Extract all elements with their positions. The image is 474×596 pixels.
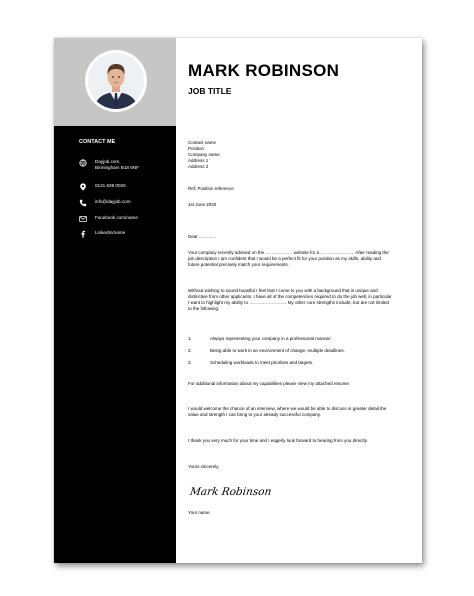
- recipient-address-1: Address 1: [188, 158, 209, 163]
- contact-email: info@dayjob.com: [95, 199, 131, 204]
- contact-phone-number: 0121 638 0026: [95, 183, 126, 188]
- profile-photo-frame: [85, 50, 147, 112]
- contact-website-line2: Birmingham B18 6NF: [95, 165, 139, 170]
- profile-photo: [88, 53, 144, 109]
- list-text: Scheduling workloads to meet priorities and targets.: [210, 360, 314, 365]
- contact-website-line1: Dayjob.com,: [95, 159, 121, 164]
- list-text: Always representing your company in a professional manner.: [210, 336, 332, 341]
- sidebar-photo-panel: [54, 38, 176, 126]
- salutation: Dear ………..: [188, 234, 216, 239]
- paragraph-strengths: Without wishing to sound boastful I feel that I come to you with a background that is unique and distinctive from other applicants. I have all of the competencies required to do the job well, in particular I want to highlight my ability to ……………………. My other core strengths include, but are not limited to the following:: [188, 288, 392, 311]
- recipient-company: Company name: [188, 152, 220, 157]
- paragraph-additional-info: For additional information about my capabilities please view my attached resume.: [188, 381, 351, 386]
- letter-date: 1st June 2020: [188, 202, 217, 207]
- facebook-icon: [79, 230, 87, 238]
- cover-letter-page: [54, 38, 422, 563]
- paragraph-interview: I would welcome the chance of an interview, where we would be able to discuss in greater detail the value and strength I can bring to your already successful company.: [188, 406, 387, 417]
- person-portrait-icon: [88, 53, 144, 109]
- your-name: Your name: [188, 510, 210, 515]
- reference-line: Ref; Position reference: [188, 186, 234, 191]
- list-number: 3.: [188, 360, 192, 365]
- handwritten-signature: Mark Robinson: [189, 486, 273, 498]
- list-text: Being able to work in an environment of change, multiple deadlines.: [210, 348, 345, 353]
- list-number: 2.: [188, 348, 192, 353]
- job-title: JOB TITLE: [188, 86, 232, 96]
- applicant-name: MARK ROBINSON: [188, 61, 340, 80]
- email-icon: [79, 215, 87, 223]
- recipient-contact-name: Contact name: [188, 140, 217, 145]
- location-pin-icon: [79, 183, 87, 191]
- recipient-block: [188, 140, 393, 170]
- contact-linkedin: LinkedIn/name: [95, 230, 126, 235]
- contact-heading: CONTACT ME: [79, 139, 116, 145]
- web-icon: [79, 159, 87, 167]
- list-number: 1.: [188, 336, 192, 341]
- phone-icon: [79, 199, 87, 207]
- sign-off: Yours sincerely,: [188, 464, 220, 469]
- sidebar-contact-panel: [54, 126, 176, 563]
- recipient-address-2: Address 2: [188, 164, 209, 169]
- paragraph-thanks: I thank you very much for your time and I eagerly look forward to hearing from you directly.: [188, 438, 368, 443]
- contact-facebook: Facebook.com/name: [95, 215, 138, 220]
- recipient-position: Position: [188, 146, 205, 151]
- paragraph-intro: Your company recently advised on the ……………… website for a ………………….. After reading the job description I am confident that I would be a perfect fit for your position as my skills, ability and future potential precisely match your requirements.: [188, 250, 389, 267]
